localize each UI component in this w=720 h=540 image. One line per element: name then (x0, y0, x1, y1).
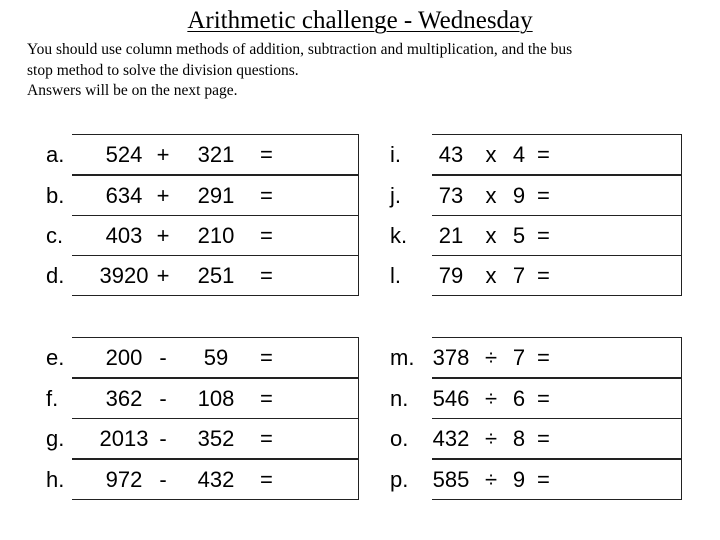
question-row (382, 215, 682, 256)
equals-sign: = (260, 386, 273, 411)
question-row (382, 459, 682, 500)
operator: - (159, 345, 167, 370)
operator: - (159, 386, 167, 411)
operator: x (485, 142, 497, 167)
title-text: Arithmetic challenge - Wednesday (187, 7, 533, 34)
operand-b: 352 (197, 426, 235, 451)
operand-b: 291 (197, 183, 235, 208)
question-label: m. (390, 345, 415, 370)
instruction-line: stop method to solve the division questions. (27, 61, 299, 79)
operand-a: 585 (432, 467, 470, 492)
question-label: j. (390, 183, 401, 208)
operand-b: 108 (197, 386, 235, 411)
operand-b: 8 (512, 426, 526, 451)
question-row (42, 215, 359, 256)
question-label: h. (46, 467, 65, 492)
equals-sign: = (537, 426, 550, 451)
operator: ÷ (484, 426, 498, 451)
operand-a: 2013 (99, 426, 149, 451)
equals-sign: = (260, 142, 273, 167)
equals-sign: = (260, 183, 273, 208)
question-row (382, 378, 682, 419)
question-label: c. (46, 223, 64, 248)
operand-b: 7 (512, 345, 526, 370)
operand-a: 200 (105, 345, 143, 370)
question-row (42, 175, 359, 216)
operand-b: 4 (512, 142, 526, 167)
operand-a: 378 (432, 345, 470, 370)
question-label: n. (390, 386, 409, 411)
operand-a: 21 (438, 223, 464, 248)
operand-b: 6 (512, 386, 526, 411)
operand-b: 7 (512, 263, 526, 288)
question-row (382, 134, 682, 175)
question-row (42, 418, 359, 459)
operand-b: 321 (197, 142, 235, 167)
operand-a: 3920 (99, 263, 149, 288)
equals-sign: = (260, 467, 273, 492)
operand-a: 43 (438, 142, 464, 167)
page-title (0, 6, 720, 36)
operand-a: 524 (105, 142, 143, 167)
operand-a: 546 (432, 386, 470, 411)
operand-a: 79 (438, 263, 464, 288)
operator: - (159, 467, 167, 492)
question-row (42, 337, 359, 378)
equals-sign: = (537, 223, 550, 248)
question-label: b. (46, 183, 65, 208)
question-row (42, 459, 359, 500)
equals-sign: = (537, 467, 550, 492)
operator: x (485, 263, 497, 288)
operand-a: 403 (105, 223, 143, 248)
equals-sign: = (537, 386, 550, 411)
operand-a: 972 (105, 467, 143, 492)
operator: x (485, 183, 497, 208)
operator: + (156, 263, 170, 288)
question-row (382, 418, 682, 459)
operator: ÷ (484, 345, 498, 370)
instructions (27, 40, 687, 102)
question-row (42, 255, 359, 296)
question-row (42, 378, 359, 419)
equals-sign: = (260, 223, 273, 248)
question-label: i. (390, 142, 401, 167)
operand-b: 5 (512, 223, 526, 248)
equals-sign: = (537, 183, 550, 208)
operand-a: 362 (105, 386, 143, 411)
equals-sign: = (537, 345, 550, 370)
question-row (382, 337, 682, 378)
instruction-line: You should use column methods of addition, subtraction and multiplication, and the bus (27, 41, 573, 58)
equals-sign: = (537, 142, 550, 167)
equals-sign: = (260, 263, 273, 288)
question-label: p. (390, 467, 409, 492)
question-label: o. (390, 426, 409, 451)
equals-sign: = (260, 345, 273, 370)
operator: ÷ (484, 467, 498, 492)
equals-sign: = (260, 426, 273, 451)
operand-b: 210 (197, 223, 235, 248)
question-row (42, 134, 359, 175)
operand-b: 59 (203, 345, 229, 370)
question-label: d. (46, 263, 65, 288)
operand-b: 432 (197, 467, 235, 492)
question-row (382, 175, 682, 216)
operator: - (159, 426, 167, 451)
equals-sign: = (537, 263, 550, 288)
operand-a: 634 (105, 183, 143, 208)
operator: ÷ (484, 386, 498, 411)
question-label: e. (46, 345, 65, 370)
operand-a: 432 (432, 426, 470, 451)
operator: + (156, 183, 170, 208)
question-label: f. (46, 386, 59, 411)
operand-a: 73 (438, 183, 464, 208)
operand-b: 9 (512, 183, 526, 208)
operator: x (485, 223, 497, 248)
question-label: k. (390, 223, 408, 248)
question-row (382, 255, 682, 296)
operand-b: 9 (512, 467, 526, 492)
operator: + (156, 142, 170, 167)
operand-b: 251 (197, 263, 235, 288)
instruction-line: Answers will be on the next page. (27, 82, 238, 99)
question-label: g. (46, 426, 65, 451)
question-label: l. (390, 263, 401, 288)
operator: + (156, 223, 170, 248)
question-label: a. (46, 142, 65, 167)
